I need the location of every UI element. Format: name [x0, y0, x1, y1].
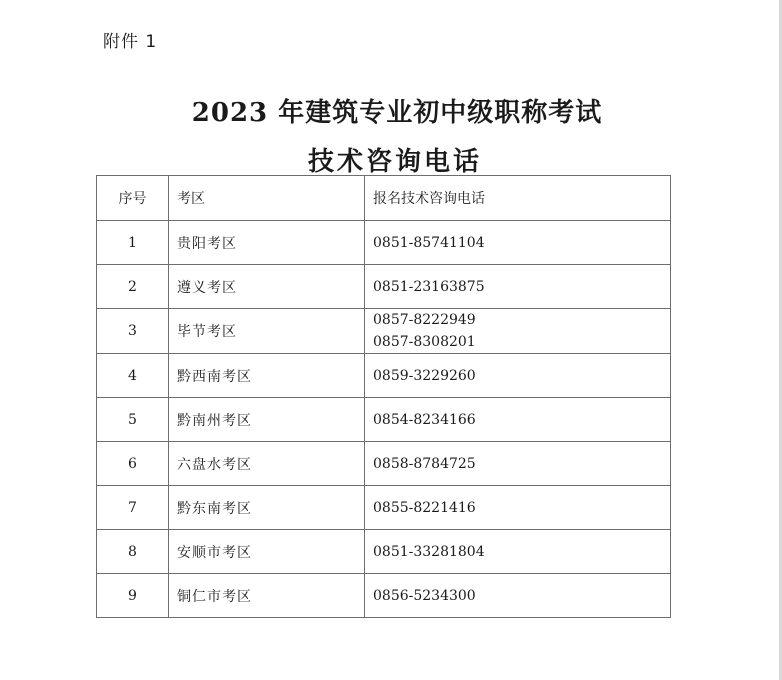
phone-number: 0851-33281804: [373, 543, 485, 560]
row-area: 铜仁市考区: [169, 574, 365, 618]
row-area: 贵阳考区: [169, 221, 365, 265]
row-phone: [365, 398, 671, 442]
row-seq: 1: [97, 221, 169, 265]
row-phone: [365, 221, 671, 265]
row-area: 安顺市考区: [169, 530, 365, 574]
row-phone: [365, 442, 671, 486]
phone-number: 0857-8308201: [373, 334, 476, 350]
phone-number: 0859-3229260: [373, 367, 476, 384]
phone-number: 0851-23163875: [373, 278, 485, 295]
row-area: 遵义考区: [169, 265, 365, 309]
row-area: 毕节考区: [169, 309, 365, 354]
row-phone: [365, 530, 671, 574]
phone-number: 0855-8221416: [373, 499, 476, 516]
row-phone: [365, 354, 671, 398]
row-area: 黔西南考区: [169, 354, 365, 398]
row-seq: 4: [97, 354, 169, 398]
row-seq: 7: [97, 486, 169, 530]
table-row: [97, 221, 671, 265]
row-seq: 9: [97, 574, 169, 618]
phone-number: 0854-8234166: [373, 411, 476, 428]
table-row: [97, 265, 671, 309]
row-phone: [365, 574, 671, 618]
header-phone: 报名技术咨询电话: [365, 176, 671, 221]
row-seq: 2: [97, 265, 169, 309]
table-row: [97, 486, 671, 530]
row-phone: [365, 265, 671, 309]
table-row: [97, 574, 671, 618]
phone-number: 0856-5234300: [373, 587, 476, 604]
row-seq: 8: [97, 530, 169, 574]
row-phone: [365, 486, 671, 530]
table-header-row: [97, 176, 671, 221]
row-phone: [365, 309, 671, 354]
phone-number: 0858-8784725: [373, 455, 476, 472]
phone-number: 0851-85741104: [373, 234, 485, 251]
document-title-line1: 2023 年建筑专业初中级职称考试: [191, 98, 603, 128]
row-area: 六盘水考区: [169, 442, 365, 486]
table-row: [97, 398, 671, 442]
attachment-label: 附件 1: [103, 32, 158, 52]
table-row: [97, 442, 671, 486]
phone-number: 0857-8222949: [373, 312, 476, 328]
table-row: [97, 354, 671, 398]
table-row: [97, 530, 671, 574]
row-seq: 6: [97, 442, 169, 486]
row-seq: 5: [97, 398, 169, 442]
table-row: [97, 309, 671, 354]
header-area: 考区: [169, 176, 365, 221]
row-area: 黔东南考区: [169, 486, 365, 530]
header-seq: 序号: [97, 176, 169, 221]
document-title-line2: 技术咨询电话: [307, 147, 482, 177]
row-seq: 3: [97, 309, 169, 354]
consultation-phone-table: [96, 175, 671, 618]
row-area: 黔南州考区: [169, 398, 365, 442]
